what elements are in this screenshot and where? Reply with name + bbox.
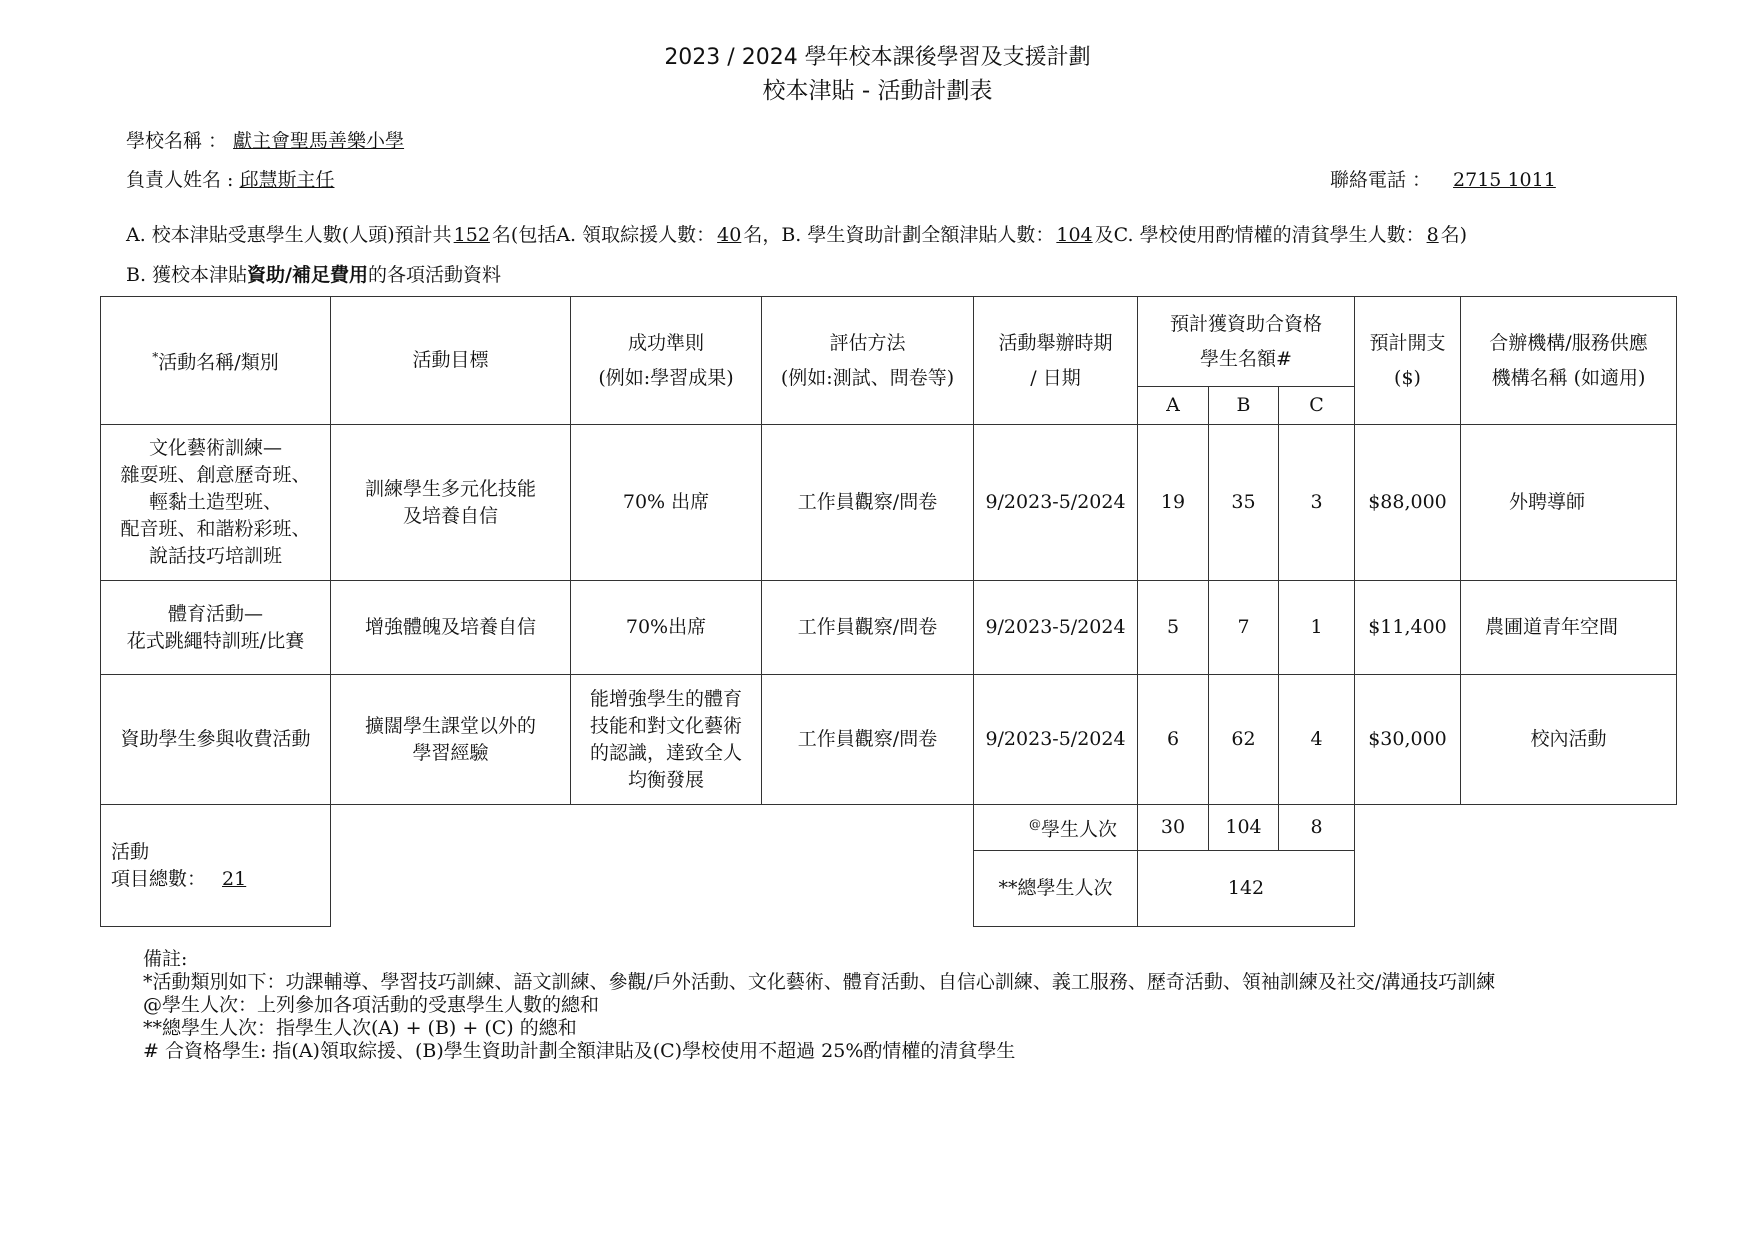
notes-line-2: @學生人次：上列參加各項活動的受惠學生人數的總和 — [143, 994, 600, 1016]
row1-name-line: 說話技巧培訓班 — [148, 545, 282, 567]
table-row — [101, 675, 1677, 805]
row2-org: 農圃道青年空間 — [1461, 581, 1677, 675]
student-times-mark: @ — [1028, 817, 1041, 832]
header-eligible-1: 預計獲資助合資格 — [1169, 312, 1322, 335]
grand-total-value: 142 — [1138, 851, 1355, 927]
row3-success-line: 能增強學生的體育 — [589, 687, 742, 710]
header-eligible — [1138, 297, 1355, 387]
header-evaluation — [762, 297, 974, 425]
person-value: 邱慧斯主任 — [239, 169, 335, 191]
school-name-label: 學校名稱 ： — [126, 130, 228, 152]
row2-a: 5 — [1138, 581, 1209, 675]
section-a-mid2: 名，B. 學生資助計劃全額津貼人數： — [743, 224, 1055, 246]
phone-value: 2715 1011 — [1453, 169, 1556, 191]
row3-success — [571, 675, 762, 805]
row2-name-line: 體育活動— — [167, 602, 263, 625]
header-period-2: / 日期 — [1030, 366, 1081, 389]
header-success-2: (例如:學習成果) — [598, 366, 734, 389]
row3-c: 4 — [1279, 675, 1355, 805]
table-row — [101, 581, 1677, 675]
row1-success: 70% 出席 — [571, 425, 762, 581]
header-activity-name — [101, 297, 331, 425]
row1-goal — [331, 425, 571, 581]
row3-name: 資助學生參與收費活動 — [101, 675, 331, 805]
row1-name-line: 輕黏土造型班、 — [148, 491, 282, 513]
section-b-suffix: 的各項活動資料 — [368, 264, 502, 286]
notes-line-4: # 合資格學生: 指(A)領取綜援、(B)學生資助計劃全額津貼及(C)學校使用不超過 25%酌情權的清貧學生 — [143, 1040, 1016, 1062]
section-a-a-count: 40 — [717, 224, 742, 246]
header-period — [974, 297, 1138, 425]
row2-success: 70%出席 — [571, 581, 762, 675]
row2-period: 9/2023-5/2024 — [974, 581, 1138, 675]
row2-name — [101, 581, 331, 675]
activity-total-value: 21 — [222, 867, 247, 890]
row3-goal-line: 擴闊學生課堂以外的 — [364, 714, 536, 737]
row1-period: 9/2023-5/2024 — [974, 425, 1138, 581]
section-a-total: 152 — [453, 224, 490, 246]
activity-total-cell — [101, 805, 331, 927]
school-name-line — [126, 126, 410, 153]
row1-eval: 工作員觀察/問卷 — [762, 425, 974, 581]
row2-c: 1 — [1279, 581, 1355, 675]
row2-goal: 增強體魄及培養自信 — [331, 581, 571, 675]
row1-name-line: 雜耍班、創意歷奇班、 — [120, 464, 311, 486]
header-eligible-2: 學生名額# — [1200, 347, 1292, 370]
person-line — [126, 165, 340, 192]
header-eval-2: (例如:測試、問卷等) — [780, 366, 955, 389]
phone-line — [1330, 165, 1578, 192]
section-b — [126, 260, 501, 287]
student-times-label — [974, 805, 1138, 851]
header-org-1: 合辦機構/服務供應 — [1489, 331, 1648, 354]
row1-org: 外聘導師 — [1461, 425, 1677, 581]
section-a-mid3: 及C. 學校使用酌情權的清貧學生人數： — [1094, 224, 1425, 246]
header-org-2: 機構名稱 (如適用) — [1491, 366, 1646, 389]
header-col-c: C — [1279, 387, 1355, 425]
row1-name — [101, 425, 331, 581]
row3-success-line: 均衡發展 — [627, 768, 704, 791]
row3-eval: 工作員觀察/問卷 — [762, 675, 974, 805]
row2-name-line: 花式跳繩特訓班/比賽 — [126, 629, 305, 652]
grand-total-label: **總學生人次 — [974, 851, 1138, 927]
header-success-1: 成功準則 — [627, 331, 704, 354]
row1-goal-line: 及培養自信 — [402, 504, 498, 527]
header-cost — [1355, 297, 1461, 425]
row3-b: 62 — [1209, 675, 1279, 805]
notes — [143, 948, 1495, 1063]
header-col-b: B — [1209, 387, 1279, 425]
header-star: * — [152, 350, 159, 365]
header-row-1 — [101, 297, 1677, 387]
student-times-c: 8 — [1279, 805, 1355, 851]
header-organization — [1461, 297, 1677, 425]
section-a-suffix: 名) — [1440, 224, 1468, 246]
header-period-1: 活動舉辦時期 — [998, 331, 1113, 354]
header-goal: 活動目標 — [331, 297, 571, 425]
notes-line-1: *活動類別如下：功課輔導、學習技巧訓練、語文訓練、參觀/戶外活動、文化藝術、體育活動、自信心訓練、義工服務、歷奇活動、領袖訓練及社交/溝通技巧訓練 — [143, 971, 1496, 993]
summary-row-1 — [101, 805, 1677, 851]
phone-label: 聯絡電話 ： — [1330, 169, 1432, 191]
section-a-c-count: 8 — [1426, 224, 1439, 246]
notes-line-3: **總學生人次：指學生人次(A) + (B) + (C) 的總和 — [143, 1017, 577, 1039]
row2-b: 7 — [1209, 581, 1279, 675]
section-a — [126, 220, 1467, 247]
row2-cost: $11,400 — [1355, 581, 1461, 675]
student-times-b: 104 — [1209, 805, 1279, 851]
section-b-prefix: B. 獲校本津貼 — [126, 264, 248, 286]
activity-table — [100, 296, 1677, 927]
row3-goal-line: 學習經驗 — [412, 741, 489, 764]
row3-a: 6 — [1138, 675, 1209, 805]
activity-total-label-1: 活動 — [111, 840, 150, 863]
row1-b: 35 — [1209, 425, 1279, 581]
section-a-prefix: A. 校本津貼受惠學生人數(人頭)預計共 — [126, 224, 452, 246]
school-name-value: 獻主會聖馬善樂小學 — [233, 130, 405, 152]
blank-area — [331, 805, 974, 927]
row3-goal — [331, 675, 571, 805]
row3-period: 9/2023-5/2024 — [974, 675, 1138, 805]
row2-eval: 工作員觀察/問卷 — [762, 581, 974, 675]
row3-success-line: 的認識，達致全人 — [589, 741, 742, 764]
header-success — [571, 297, 762, 425]
row1-c: 3 — [1279, 425, 1355, 581]
notes-title: 備註: — [143, 948, 188, 970]
row1-name-line: 配音班、和諧粉彩班、 — [120, 518, 311, 540]
table-row — [101, 425, 1677, 581]
student-times-a: 30 — [1138, 805, 1209, 851]
section-a-b-count: 104 — [1056, 224, 1093, 246]
blank-area-right — [1355, 805, 1677, 927]
header-cost-1: 預計開支 — [1369, 331, 1446, 354]
row1-cost: $88,000 — [1355, 425, 1461, 581]
header-activity-name-text: 活動名稱/類別 — [158, 351, 279, 374]
row3-success-line: 技能和對文化藝術 — [589, 714, 742, 737]
student-times-text: 學生人次 — [1040, 818, 1117, 841]
row3-org: 校內活動 — [1461, 675, 1677, 805]
header-col-a: A — [1138, 387, 1209, 425]
activity-total-label-2: 項目總數： — [111, 867, 207, 890]
row1-name-line: 文化藝術訓練— — [148, 437, 282, 459]
document-subtitle: 校本津貼 - 活動計劃表 — [762, 78, 993, 104]
row3-cost: $30,000 — [1355, 675, 1461, 805]
section-a-mid1: 名(包括A. 領取綜援人數： — [491, 224, 716, 246]
header-cost-2: ($) — [1394, 366, 1421, 389]
activity-total-line — [111, 866, 324, 893]
person-label: 負責人姓名 : — [126, 169, 234, 191]
row1-a: 19 — [1138, 425, 1209, 581]
row1-goal-line: 訓練學生多元化技能 — [364, 477, 536, 500]
document-title: 2023 / 2024 學年校本課後學習及支援計劃 — [664, 45, 1091, 70]
section-b-bold: 資助/補足費用 — [247, 264, 368, 286]
header-eval-1: 評估方法 — [829, 331, 906, 354]
